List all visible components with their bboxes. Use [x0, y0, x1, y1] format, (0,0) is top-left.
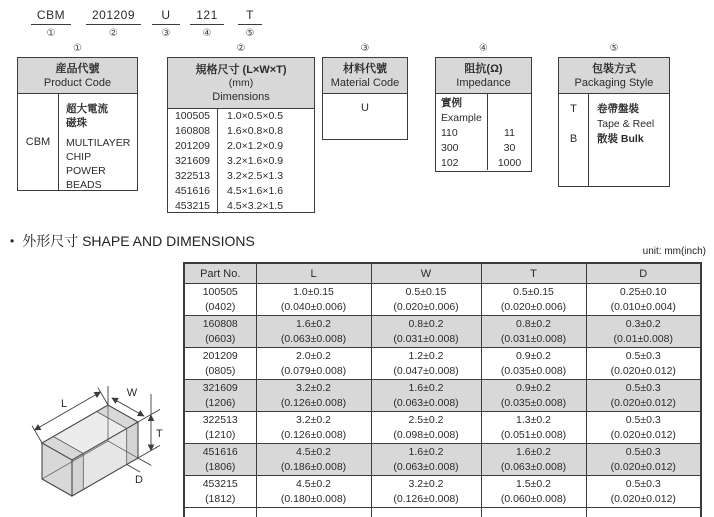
- box-title-zh: 阻抗(Ω): [464, 62, 503, 75]
- packaging-codes-column: [559, 94, 589, 186]
- impedance-values-column: [488, 94, 531, 170]
- col-header-d: D: [586, 263, 701, 284]
- l-inch: (0.180±0.008): [280, 492, 347, 505]
- t-cell: [481, 444, 586, 476]
- dimensions-box: [167, 57, 315, 213]
- package-code: (0402): [205, 300, 236, 313]
- table-row: [184, 412, 701, 444]
- d-cell: [586, 444, 701, 476]
- impedance-code: 110: [441, 127, 458, 139]
- t-mm: 0.9±0.2: [516, 349, 551, 362]
- section-title-text: 外形尺寸 SHAPE AND DIMENSIONS: [22, 233, 255, 249]
- part-no-cell: [184, 348, 256, 380]
- dimensions-row: [168, 184, 314, 199]
- desc-line: BEADS: [66, 179, 102, 191]
- impedance-code: 102: [441, 157, 459, 169]
- part-no-cell: [184, 444, 256, 476]
- table-row: [184, 476, 701, 508]
- l-mm: 1.6±0.2: [296, 317, 331, 330]
- t-cell: [481, 284, 586, 316]
- impedance-value: 11: [504, 127, 515, 139]
- package-code: (0805): [205, 364, 236, 377]
- box-header: [168, 58, 314, 109]
- t-cell: [481, 348, 586, 380]
- w-mm: 1.2±0.2: [408, 349, 444, 362]
- packaging-label-en: Tape & Reel: [597, 118, 655, 130]
- part-number: 451616: [202, 445, 238, 458]
- d-inch: (0.020±0.012): [610, 428, 676, 441]
- l-inch: (0.186±0.008): [280, 460, 347, 473]
- impedance-value: 30: [503, 142, 516, 154]
- example-label-en: Example: [441, 112, 482, 124]
- part-no-cell: [184, 316, 256, 348]
- l-inch: (0.126±0.008): [280, 396, 347, 409]
- dimensions-row: [168, 139, 314, 154]
- box-title-zh: 材料代號: [343, 62, 387, 75]
- bullet-icon: •: [10, 234, 15, 248]
- segment-code: 201209: [86, 8, 141, 25]
- col-header-l: L: [256, 263, 371, 284]
- material-code-box: [322, 57, 408, 140]
- box-header: [559, 58, 669, 94]
- d-cell: [586, 412, 701, 444]
- dimensions-row: [168, 154, 314, 169]
- t-mm: 1.6±0.2: [516, 445, 551, 458]
- segment-code: U: [152, 8, 180, 25]
- w-label: W: [126, 387, 138, 399]
- w-mm: 3.2±0.2: [408, 477, 444, 490]
- box-title-unit: (mm): [228, 76, 254, 89]
- d-cell: [586, 380, 701, 412]
- l-inch: (0.040±0.006): [280, 300, 347, 313]
- t-mm: 1.3±0.2: [516, 413, 551, 426]
- part-number-segment: [86, 8, 141, 39]
- packaging-code-b: B: [569, 133, 578, 145]
- box-header: [436, 58, 531, 94]
- d-mm: 0.25±0.10: [619, 285, 667, 298]
- size-value: 1.0×0.5×0.5: [227, 110, 284, 122]
- circled-ref-number: ③: [161, 28, 171, 39]
- d-cell: [586, 284, 701, 316]
- dimensions-row: [168, 199, 314, 214]
- dimensions-list: [168, 109, 314, 214]
- example-label-zh: 實例: [441, 97, 462, 109]
- w-inch: (0.031±0.008): [393, 332, 459, 345]
- w-mm: 1.6±0.2: [408, 445, 444, 458]
- part-number: 321609: [202, 381, 238, 394]
- part-number-segment: [31, 8, 71, 39]
- d-mm: 0.5±0.3: [625, 445, 661, 458]
- box-title-zh: 包裝方式: [592, 62, 636, 75]
- size-value: 4.5×1.6×1.6: [227, 185, 284, 197]
- package-code: (0603): [205, 332, 236, 345]
- part-number: 201209: [202, 349, 238, 362]
- table-cutoff-stub: [184, 508, 701, 517]
- d-cell: [586, 316, 701, 348]
- circled-ref-number: ②: [236, 43, 246, 54]
- segment-code: CBM: [31, 8, 71, 25]
- part-number-segment: [152, 8, 180, 39]
- w-inch: (0.047±0.008): [393, 364, 459, 377]
- size-value: 3.2×2.5×1.3: [227, 170, 284, 182]
- size-value: 3.2×1.6×0.9: [227, 155, 284, 167]
- l-inch: (0.126±0.008): [280, 428, 347, 441]
- l-inch: (0.079±0.008): [280, 364, 347, 377]
- l-mm: 4.5±0.2: [296, 445, 331, 458]
- dimensions-row: [168, 124, 314, 139]
- box-title-en: Material Code: [330, 76, 400, 89]
- packaging-code-t: T: [570, 103, 577, 115]
- packaging-label-bulk: 散裝 Bulk: [597, 133, 644, 145]
- d-inch: (0.020±0.012): [610, 492, 676, 505]
- t-mm: 0.9±0.2: [516, 381, 551, 394]
- part-number-segment: [238, 8, 262, 39]
- box-header: [18, 58, 137, 94]
- impedance-value: 1000: [497, 157, 522, 169]
- part-number-segment: [190, 8, 224, 39]
- size-value: 4.5×3.2×1.5: [227, 200, 284, 212]
- t-mm: 1.5±0.2: [516, 477, 551, 490]
- impedance-codes-column: [436, 94, 488, 170]
- table-row: [184, 444, 701, 476]
- table-body: [184, 284, 701, 508]
- circled-ref-number: ④: [479, 43, 488, 54]
- part-number: 322513: [202, 413, 238, 426]
- d-mm: 0.5±0.3: [625, 413, 661, 426]
- shape-dimension-diagram: [20, 385, 180, 517]
- d-label: D: [135, 474, 143, 486]
- package-code: (1806): [205, 460, 236, 473]
- d-mm: 0.5±0.3: [625, 477, 661, 490]
- t-inch: (0.063±0.008): [500, 460, 567, 473]
- w-mm: 2.5±0.2: [408, 413, 444, 426]
- t-label: T: [156, 428, 163, 440]
- material-code-value: U: [361, 102, 369, 114]
- w-inch: (0.063±0.008): [393, 396, 459, 409]
- circled-ref-number: ③: [360, 43, 370, 54]
- table-row: [184, 348, 701, 380]
- dimensions-row: [168, 109, 314, 124]
- table-row: [184, 316, 701, 348]
- circled-ref-number: ①: [46, 28, 56, 39]
- t-cell: [481, 316, 586, 348]
- d-inch: (0.020±0.012): [610, 460, 676, 473]
- table-header: [184, 263, 701, 284]
- desc-line: CHIP POWER: [66, 151, 106, 177]
- packaging-box: [558, 57, 670, 187]
- package-code: (1210): [205, 428, 236, 441]
- l-cell: [256, 380, 371, 412]
- box-title-en: Impedance: [456, 76, 511, 89]
- w-inch: (0.063±0.008): [393, 460, 459, 473]
- t-mm: 0.5±0.15: [513, 285, 554, 298]
- w-cell: [371, 476, 481, 508]
- packaging-labels-column: [589, 94, 669, 186]
- part-no-cell: [184, 412, 256, 444]
- desc-line: 磁珠: [66, 117, 87, 129]
- t-cell: [481, 476, 586, 508]
- t-inch: (0.020±0.006): [500, 300, 567, 313]
- impedance-box: [435, 57, 532, 172]
- box-body: [559, 94, 669, 186]
- impedance-codes: [441, 126, 487, 169]
- w-mm: 1.6±0.2: [408, 381, 444, 394]
- col-header-t: T: [481, 263, 586, 284]
- w-cell: [371, 412, 481, 444]
- w-cell: [371, 284, 481, 316]
- col-header-w: W: [371, 263, 481, 284]
- t-inch: (0.035±0.008): [500, 364, 567, 377]
- w-cell: [371, 444, 481, 476]
- box-header: [323, 58, 407, 94]
- part-no-cell: [184, 380, 256, 412]
- section-title: [10, 231, 255, 251]
- desc-line: MULTILAYER: [66, 137, 131, 149]
- d-mm: 0.3±0.2: [625, 317, 661, 330]
- t-inch: (0.051±0.008): [500, 428, 567, 441]
- circled-ref-number: ②: [109, 28, 118, 39]
- size-code: 453215: [168, 199, 218, 214]
- size-code: 100505: [168, 109, 218, 124]
- t-cell: [481, 412, 586, 444]
- impedance-code: 300: [441, 142, 459, 154]
- part-no-cell: [184, 284, 256, 316]
- circled-ref-number: ①: [73, 43, 82, 54]
- size-code: 451616: [168, 184, 218, 199]
- d-cell: [586, 348, 701, 380]
- l-cell: [256, 476, 371, 508]
- shape-dimensions-table: [183, 262, 702, 517]
- d-inch: (0.020±0.012): [610, 364, 676, 377]
- w-cell: [371, 348, 481, 380]
- l-inch: (0.063±0.008): [280, 332, 347, 345]
- size-code: 322513: [168, 169, 218, 184]
- t-mm: 0.8±0.2: [516, 317, 551, 330]
- l-mm: 1.0±0.15: [293, 285, 334, 298]
- l-label: L: [60, 398, 68, 410]
- box-body: [323, 94, 407, 114]
- w-cell: [371, 380, 481, 412]
- t-dimension: [138, 394, 160, 458]
- packaging-label-zh: 卷帶盤裝: [597, 103, 639, 115]
- circled-ref-number: ⑤: [245, 28, 255, 39]
- product-code-description: [59, 94, 137, 190]
- l-mm: 3.2±0.2: [296, 413, 331, 426]
- col-header-part: Part No.: [184, 263, 256, 284]
- desc-line: 超大電流: [66, 103, 108, 115]
- size-code: 201209: [168, 139, 218, 154]
- l-mm: 3.2±0.2: [296, 381, 331, 394]
- l-cell: [256, 284, 371, 316]
- box-title-en: Dimensions: [212, 90, 270, 103]
- l-mm: 2.0±0.2: [296, 349, 331, 362]
- size-code: 160808: [168, 124, 218, 139]
- box-title-zh: 規格尺寸 (L×W×T): [195, 63, 287, 76]
- package-code: (1206): [205, 396, 236, 409]
- l-cell: [256, 316, 371, 348]
- product-code-box: [17, 57, 138, 191]
- d-mm: 0.5±0.3: [625, 381, 661, 394]
- l-mm: 4.5±0.2: [296, 477, 331, 490]
- box-title-zh: 産品代號: [55, 62, 100, 75]
- unit-label: unit: mm(inch): [642, 246, 706, 257]
- box-body: [18, 94, 137, 190]
- part-number: 453215: [202, 477, 238, 490]
- l-cell: [256, 348, 371, 380]
- l-cell: [256, 412, 371, 444]
- l-cell: [256, 444, 371, 476]
- d-inch: (0.010±0.004): [610, 300, 676, 313]
- t-inch: (0.035±0.008): [500, 396, 567, 409]
- part-number: 100505: [202, 285, 238, 298]
- segment-code: T: [238, 8, 262, 25]
- d-inch: (0.020±0.012): [610, 396, 676, 409]
- product-code-value: CBM: [18, 94, 59, 190]
- t-inch: (0.060±0.008): [500, 492, 567, 505]
- box-title-en: Product Code: [43, 76, 112, 89]
- w-inch: (0.098±0.008): [393, 428, 459, 441]
- size-value: 1.6×0.8×0.8: [227, 125, 284, 137]
- size-code: 321609: [168, 154, 218, 169]
- t-inch: (0.031±0.008): [500, 332, 567, 345]
- d-cell: [586, 476, 701, 508]
- w-mm: 0.5±0.15: [405, 285, 447, 298]
- part-number: 160808: [202, 317, 238, 330]
- table-row: [184, 380, 701, 412]
- w-cell: [371, 316, 481, 348]
- d-mm: 0.5±0.3: [625, 349, 661, 362]
- size-value: 2.0×1.2×0.9: [227, 140, 284, 152]
- package-code: (1812): [205, 492, 236, 505]
- t-cell: [481, 380, 586, 412]
- table-row: [184, 284, 701, 316]
- box-body: [436, 94, 531, 170]
- circled-ref-number: ⑤: [609, 43, 619, 54]
- box-title-en: Packaging Style: [574, 76, 654, 89]
- w-inch: (0.020±0.006): [393, 300, 459, 313]
- circled-ref-number: ④: [202, 28, 212, 39]
- segment-code: 121: [190, 8, 224, 25]
- part-no-cell: [184, 476, 256, 508]
- d-inch: (0.01±0.008): [613, 332, 673, 345]
- w-mm: 0.8±0.2: [408, 317, 444, 330]
- dimensions-row: [168, 169, 314, 184]
- w-inch: (0.126±0.008): [393, 492, 459, 505]
